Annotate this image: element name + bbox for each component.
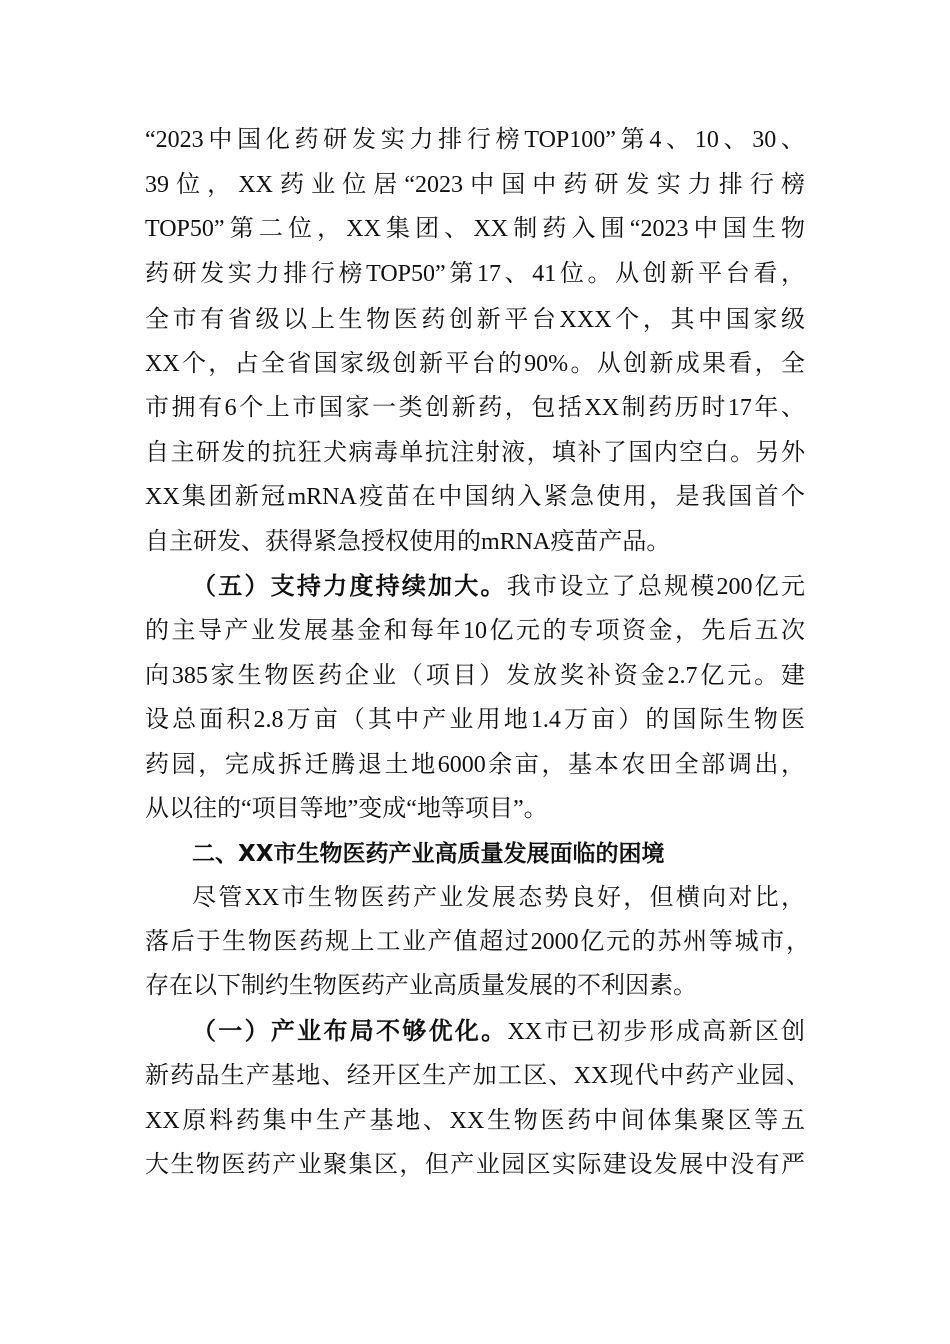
paragraph-line: 向385家生物医药企业（项目）发放奖补资金2.7亿元。建 — [145, 663, 805, 689]
section-heading: 二、XX市生物医药产业高质量发展面临的困境 — [192, 841, 665, 867]
section-lead: （一）产业布局不够优化。 — [192, 1019, 508, 1045]
paragraph-line: 市拥有6个上市国家一类创新药，包括XX制药历时17年、 — [145, 395, 805, 421]
paragraph-line: 自主研发、获得紧急授权使用的mRNA疫苗产品。 — [145, 529, 671, 555]
paragraph-line: XX个，占全省国家级创新平台的90%。从创新成果看，全 — [145, 351, 805, 377]
paragraph-line: “2023中国化药研发实力排行榜TOP100”第4、10、30、 — [145, 127, 805, 153]
paragraph-line: 39位，XX药业位居“2023中国中药研发实力排行榜 — [145, 172, 805, 198]
paragraph-line: 新药品生产基地、经开区生产加工区、XX现代中药产业园、 — [145, 1063, 810, 1089]
paragraph-line: 自主研发的抗狂犬病毒单抗注射液，填补了国内空白。另外 — [145, 440, 805, 466]
paragraph-line: 全市有省级以上生物医药创新平台XXX个，其中国家级 — [145, 307, 805, 333]
paragraph-text: 我市设立了总规模200亿元 — [506, 574, 806, 600]
paragraph-line: 的主导产业发展基金和每年10亿元的专项资金，先后五次 — [145, 618, 805, 644]
paragraph-line — [192, 1017, 805, 1047]
paragraph-line: 药研发实力排行榜TOP50”第17、41位。从创新平台看， — [145, 261, 805, 287]
paragraph-line: 从以往的“项目等地”变成“地等项目”。 — [145, 796, 548, 822]
paragraph-line: 设总面积2.8万亩（其中产业用地1.4万亩）的国际生物医 — [145, 707, 805, 733]
paragraph-line: 落后于生物医药规上工业产值超过2000亿元的苏州等城市， — [145, 929, 810, 955]
paragraph-line — [192, 572, 805, 602]
paragraph-line: 大生物医药产业聚集区，但产业园区实际建设发展中没有严 — [145, 1152, 805, 1178]
paragraph-line: 药园，完成拆迁腾退土地6000余亩，基本农田全部调出， — [145, 752, 805, 778]
paragraph-line: TOP50”第二位，XX集团、XX制药入围“2023中国生物 — [145, 216, 805, 242]
paragraph-line: 存在以下制约生物医药产业高质量发展的不利因素。 — [145, 973, 697, 999]
paragraph-line: XX原料药集中生产基地、XX生物医药中间体集聚区等五 — [145, 1108, 805, 1134]
paragraph-line: XX集团新冠mRNA疫苗在中国纳入紧急使用，是我国首个 — [145, 484, 805, 510]
section-lead: （五）支持力度持续加大。 — [192, 574, 507, 600]
paragraph-text: XX市已初步形成高新区创 — [507, 1019, 805, 1045]
paragraph-line: 尽管XX市生物医药产业发展态势良好，但横向对比， — [192, 885, 805, 911]
